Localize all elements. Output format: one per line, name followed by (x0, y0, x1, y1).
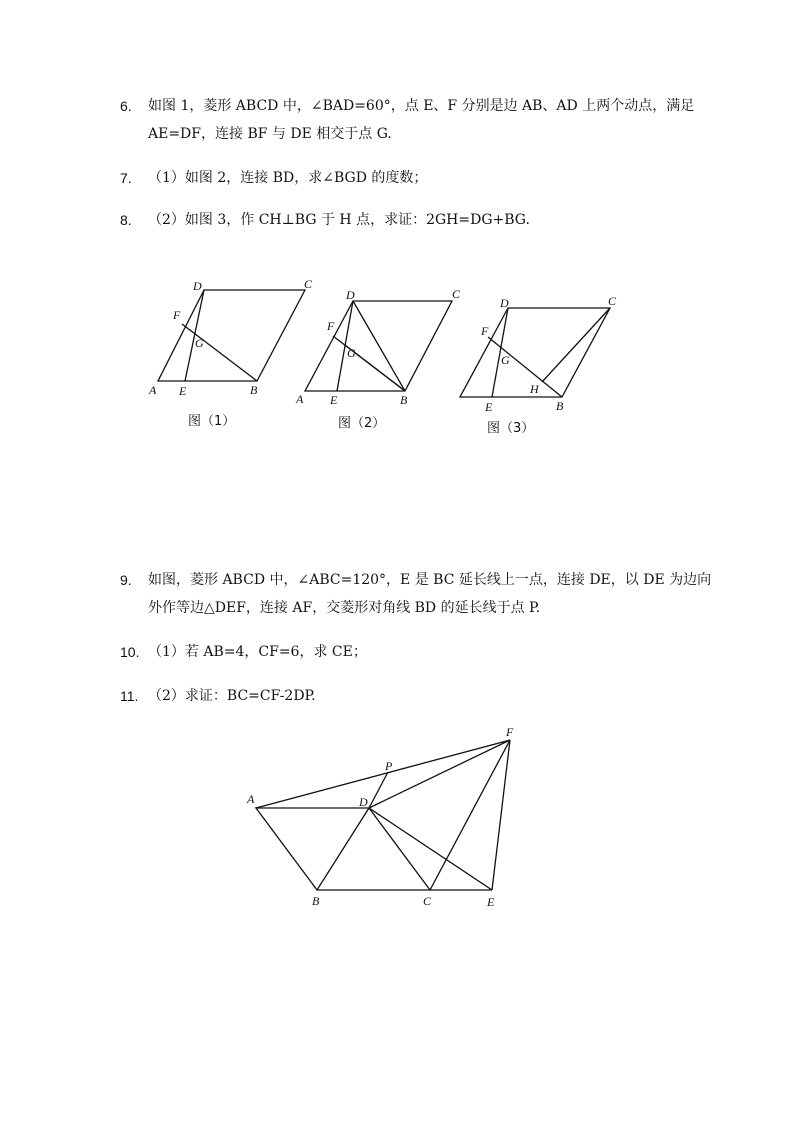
figure-caption: 图（2） (338, 416, 386, 431)
point-label-c: C (423, 894, 432, 908)
point-label-d: D (359, 795, 368, 809)
point-label-f: F (173, 308, 181, 322)
point-label-f: F (481, 324, 489, 338)
point-label-d: D (500, 296, 509, 310)
figure-2 (295, 287, 461, 431)
point-label-c: C (608, 294, 617, 308)
point-label-e: E (330, 393, 338, 407)
figure-caption: 图（3） (487, 421, 535, 436)
segment-bd (317, 808, 369, 890)
point-label-c: C (452, 287, 461, 301)
point-label-b: B (556, 399, 564, 413)
point-label-e: E (179, 384, 187, 398)
segment-cf (430, 740, 510, 890)
figure-3 (460, 294, 617, 436)
segment-df (369, 740, 510, 808)
problem-text: （1）若 AB=4，CF=6，求 CE； (148, 644, 367, 660)
problem-text: 如图 1，菱形 ABCD 中，∠BAD=60°，点 E、F 分别是边 AB、AD 上两个动点，满足 (148, 98, 695, 114)
figure-caption: 图（1） (188, 414, 236, 429)
point-label-h: H (530, 382, 539, 396)
problem-text: AE=DF，连接 BF 与 DE 相交于点 G. (148, 126, 392, 142)
point-label-a: A (149, 383, 157, 397)
segment-bd (353, 301, 405, 391)
problem-text: （2）如图 3，作 CH⊥BG 于 H 点，求证：2GH=DG+BG. (148, 212, 530, 228)
problem-text: 如图，菱形 ABCD 中，∠ABC=120°，E 是 BC 延长线上一点，连接 DE，以 DE 为边向 (148, 572, 712, 588)
geometry-figures-1 (0, 0, 794, 450)
figure-1 (148, 277, 313, 429)
point-label-e: E (485, 400, 493, 414)
point-label-f: F (506, 725, 514, 739)
rhombus-abcd (158, 290, 305, 381)
point-label-e: E (487, 895, 495, 909)
point-label-b: B (400, 393, 408, 407)
point-label-b: B (250, 383, 258, 397)
geometry-figure-2 (0, 700, 794, 930)
problem-text: （1）如图 2，连接 BD，求∠BGD 的度数； (148, 170, 428, 186)
point-label-p: P (385, 759, 393, 773)
point-label-g: G (501, 353, 510, 367)
item-number: 7. (120, 170, 132, 186)
point-label-d: D (346, 288, 355, 302)
problem-text: （2）求证：BC=CF-2DP. (148, 688, 316, 704)
item-number: 10. (120, 644, 140, 660)
point-label-a: A (247, 792, 255, 806)
item-number: 8. (120, 212, 132, 228)
point-label-a: A (296, 392, 304, 406)
point-label-g: G (195, 336, 204, 350)
segment-fb (182, 324, 257, 381)
figure-rhombus-equilateral (246, 725, 514, 909)
segment-de (369, 808, 492, 890)
problem-text: 外作等边△DEF，连接 AF，交菱形对角线 BD 的延长线于点 P. (148, 600, 541, 616)
segment-fb (488, 337, 562, 397)
segment-ef (492, 740, 510, 890)
segment-af (256, 740, 510, 808)
item-number: 9. (120, 572, 132, 588)
item-number: 6. (120, 98, 132, 114)
point-label-c: C (304, 277, 313, 291)
point-label-d: D (193, 279, 202, 293)
item-number: 11. (120, 688, 139, 704)
point-label-g: G (347, 346, 356, 360)
point-label-b: B (312, 894, 320, 908)
point-label-f: F (327, 319, 335, 333)
